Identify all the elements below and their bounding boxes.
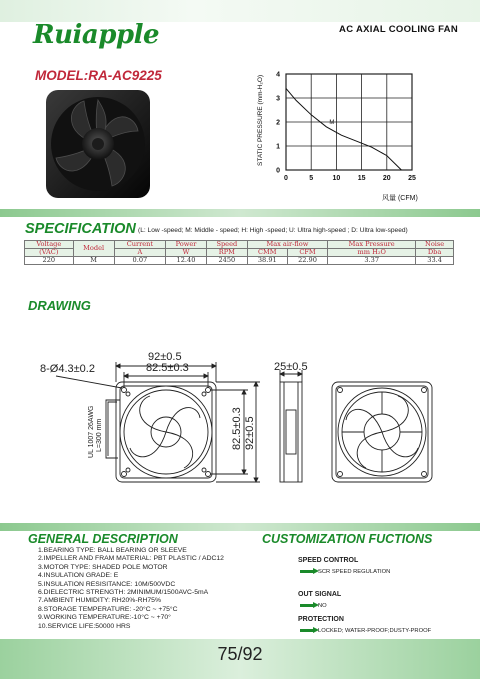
model-title: MODEL:RA-AC9225 [35,68,162,83]
performance-chart [240,62,460,212]
cell-voltage: 220 [25,257,74,265]
x-tick-label: 20 [382,175,391,182]
col-model: Model [73,241,114,257]
dim-pitch-top: 82.5±0.3 [146,362,189,374]
unit-pressure: mm H₂O [328,249,416,257]
col-speed: Speed [206,241,247,249]
protection-value [300,628,431,634]
wire-label-1: UL 1007 26AWG [88,405,95,458]
out-signal-value [300,603,327,609]
general-list [38,547,224,631]
unit-power: W [166,249,207,257]
general-title: GENERAL DESCRIPTION [28,532,178,546]
fan-photo [40,86,156,202]
dim-outer-top: 92±0.5 [148,351,182,363]
protection-label: PROTECTION [298,616,344,623]
unit-cfm: CFM [287,249,327,257]
cell-model: M [73,257,114,265]
product-type: AC AXIAL COOLING FAN [339,24,458,35]
table-row [25,257,454,265]
protection-text: LOCKED; WATER-PROOF;DUSTY-PROOF [318,628,432,634]
x-tick-label: 10 [332,175,341,182]
unit-voltage: (VAC) [25,249,74,257]
col-current: Current [114,241,165,249]
cell-cfm: 22.90 [287,257,327,265]
custom-title: CUSTOMIZATION FUCTIONS [262,532,433,546]
col-pressure: Max Pressure [328,241,416,249]
dim-holes: 8-Ø4.3±0.2 [40,363,95,375]
cell-noise: 33.4 [416,257,454,265]
dim-depth: 25±0.5 [274,361,308,373]
y-tick-label: 3 [276,95,280,103]
section-divider-general [0,523,480,531]
unit-speed: RPM [206,249,247,257]
unit-noise: Dba [416,249,454,257]
dim-pitch-side: 82.5±0.3 [231,407,243,450]
cell-speed: 2450 [206,257,247,265]
brand-logo: Ruiapple [33,20,160,50]
spec-table [24,240,454,265]
x-tick-label: 15 [357,175,366,182]
x-tick-label: 5 [309,175,314,182]
arrow-right-icon [300,629,314,632]
y-tick-label: 2 [276,119,280,127]
y-axis-label: STATIC PRESSURE (mm-H₂O) [257,74,264,166]
y-tick-label: 0 [276,167,280,175]
cell-cmm: 38.91 [247,257,287,265]
speed-control-value [300,569,390,575]
speed-control-text: SCR SPEED REGULATION [318,569,391,575]
series-label: M [329,119,335,126]
x-axis-label: 风量 (CFM) [382,195,418,202]
col-airflow: Max air-flow [247,241,327,249]
unit-cmm: CMM [247,249,287,257]
y-tick-label: 4 [276,71,280,79]
list-item: 4.INSULATION GRADE: E [38,572,119,580]
list-item: 5.INSULATION RESISITANCE: 10M/500VDC [38,580,176,588]
list-item: 7.AMBIENT HUMIDITY: RH20%-RH75% [38,597,162,605]
spec-legend: (L: Low -speed; M: Middle - speed; H: High -speed; U: Ultra high-speed ; D: Ultra low-speed) [138,227,408,234]
wire-label-2: L=300 mm [96,418,103,452]
list-item: 8.STORAGE TEMPERATURE: -20°C ~ +75°C [38,605,178,613]
out-signal-text: NO [318,603,327,609]
list-item: 6.DIELECTRIC STRENGTH: 2MINIMUM/1500AVC-5mA [38,589,209,597]
technical-drawing [0,340,480,510]
series-line [286,88,401,170]
page-number: 75/92 [217,644,263,664]
unit-current: A [114,249,165,257]
col-voltage: Voltage [25,241,74,249]
drawing-title: DRAWING [28,298,91,313]
col-power: Power [166,241,207,249]
x-tick-label: 0 [284,175,288,182]
arrow-right-icon [300,570,314,573]
arrow-right-icon [300,604,314,607]
list-item: 3.MOTOR TYPE: SHADED POLE MOTOR [38,563,168,571]
cell-power: 12.40 [166,257,207,265]
list-item: 9.WORKING TEMPERATURE:-10°C ~ +70° [38,614,171,622]
header-band [0,0,480,22]
list-item: 10.SERVICE LIFE:50000 HRS [38,622,131,630]
col-noise: Noise [416,241,454,249]
list-item: 1.BEARING TYPE: BALL BEARING OR SLEEVE [38,547,187,554]
x-tick-label: 25 [408,175,416,182]
list-item: 2.IMPELLER AND FRAM MATERIAL: PBT PLASTIC / ADC12 [38,555,224,563]
y-tick-label: 1 [276,143,280,151]
cell-current: 0.07 [114,257,165,265]
speed-control-label: SPEED CONTROL [298,557,359,564]
spec-title: SPECIFICATION [25,221,136,237]
cell-pressure: 3.37 [328,257,416,265]
out-signal-label: OUT SIGNAL [298,591,342,598]
dim-outer-side: 92±0.5 [244,416,256,450]
